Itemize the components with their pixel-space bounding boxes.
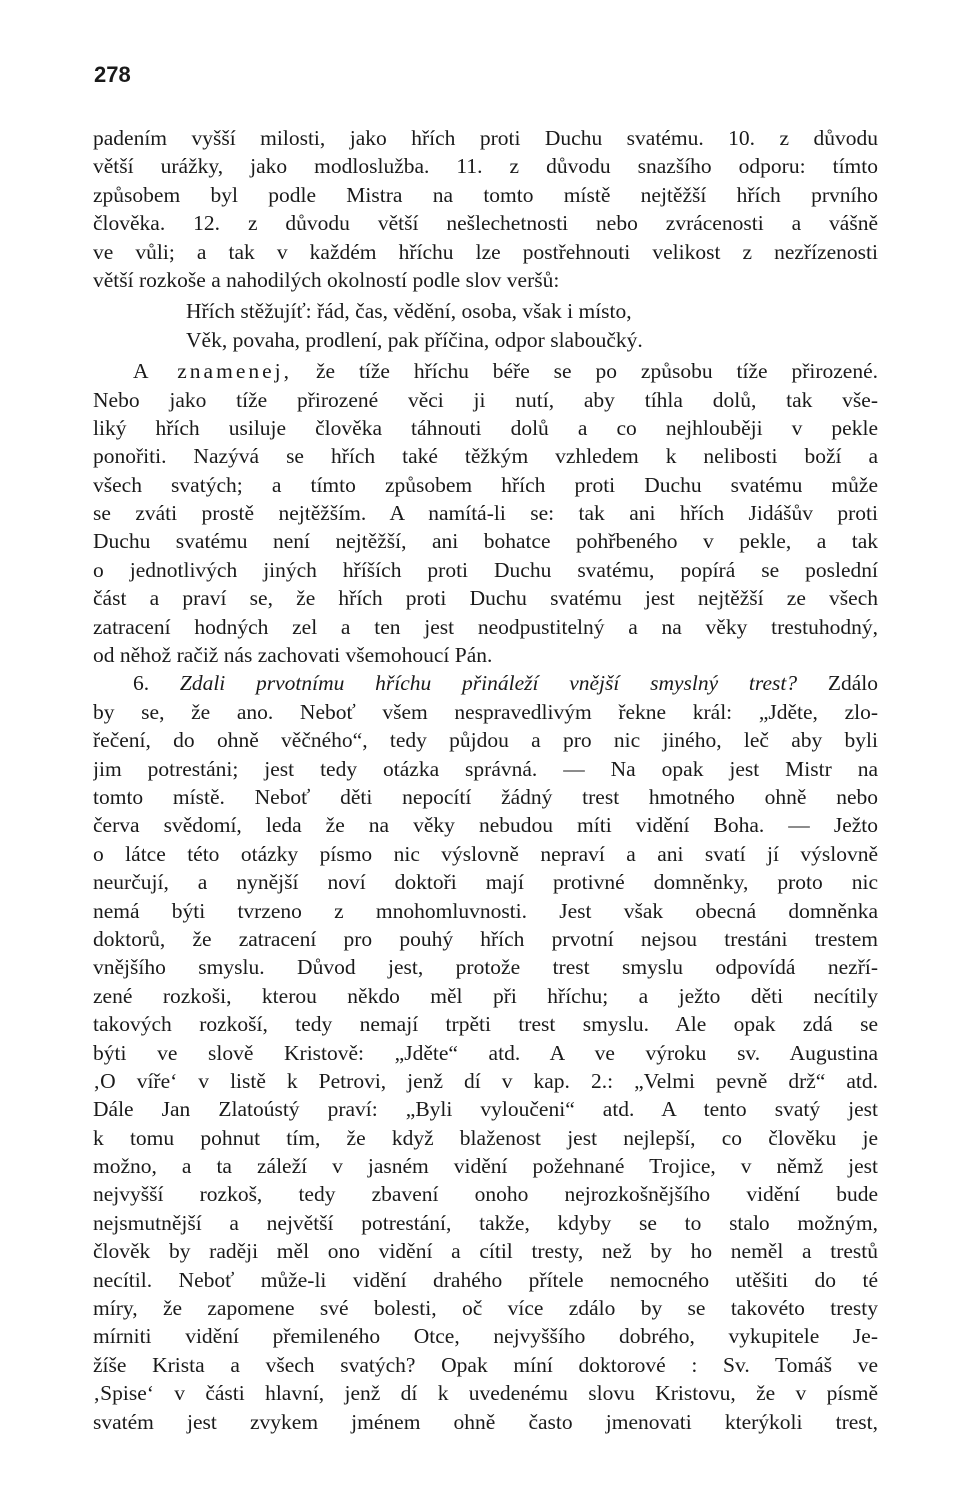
text-line: býti ve slově Kristově: „Jděte“ atd. A ve výroku sv. Augustina xyxy=(93,1040,878,1065)
text-line: zatracení hodných zel a ten jest neodpustitelný a na věky trestuhodný, xyxy=(93,614,878,639)
text-line: Duchu svatému není nejtěžší, ani bohatce pohřbeného v pekle, a tak xyxy=(93,529,878,554)
text-line: tomto místě. Neboť děti nepocítí žádný trest hmotného ohně nebo xyxy=(93,784,878,809)
text-line: liký hřích usiluje člověka táhnouti dolů a co nejhlouběji v pekle xyxy=(93,415,878,440)
text-line: k tomu pohnut tím, že když blaženost jest nejlepší, co člověku je xyxy=(93,1125,878,1150)
text-line: člověka. 12. z důvodu větší nešlechetnosti nebo zvrácenosti a vášně xyxy=(93,211,878,236)
text-line: o jednotlivých jiných hříších proti Duchu svatému, popírá se poslední xyxy=(93,557,878,582)
text-line: ve vůli; a tak v každém hříchu lze postřehnouti velikost z nezřízenosti xyxy=(93,239,878,264)
text-line: Dále Jan Zlatoústý praví: „Byli vyloučeni“ atd. A tento svatý jest xyxy=(93,1097,878,1122)
body-text xyxy=(93,124,878,1436)
text-line: takových rozkoší, tedy nemají trpěti trest smyslu. Ale opak zdá se xyxy=(93,1012,878,1037)
question-title: Zdali prvotnímu hříchu přináleží vnější smyslný trest? xyxy=(179,671,798,696)
text-line: řečení, do ohně věčného“, tedy půjdou a pro nic jiného, leč aby byli xyxy=(93,728,878,753)
text-line: vnějšího smyslu. Důvod jest, protože trest smyslu odpovídá nezří- xyxy=(93,955,878,980)
text-line: neurčují, a nynější noví doktoři mají protivné domněnky, proto nic xyxy=(93,870,878,895)
text-line: červa svědomí, leda že na věky nebudou míti vidění Boha. — Ježto xyxy=(93,813,878,838)
text-line xyxy=(93,669,878,697)
text-line: Nebo jako tíže přirozené věci ji nutí, aby tíhla dolů, tak vše- xyxy=(93,387,878,412)
text-line: míry, že zapomene své bolesti, oč více zdálo by se takovéto tresty xyxy=(93,1296,878,1321)
text-line: jim potrestáni; jest tedy otázka správná. — Na opak jest Mistr na xyxy=(93,756,878,781)
verse-line: Věk, povaha, prodlení, pak příčina, odpor slaboučký. xyxy=(186,327,643,352)
text-line: možno, a ta záleží v jasném vidění požehnané Trojice, v němž jest xyxy=(93,1154,878,1179)
text-line: doktorů, že zatracení pro pouhý hřích prvotní nejsou trestáni trestem xyxy=(93,926,878,951)
text-line: způsobem byl podle Mistra na tomto místě nejtěžší hřích prvního xyxy=(93,182,878,207)
text-line: větší rozkoše a nahodilých okolností podle slov veršů: xyxy=(93,267,560,292)
text-line: všech svatých; a tímto způsobem hřích proti Duchu svatému může xyxy=(93,472,878,497)
text-line: nemá býti tvrzeno z mnohomluvnosti. Jest však obecná domněnka xyxy=(93,898,878,923)
text-line: by se, že ano. Neboť všem nespravedlivým řekne král: „Jděte, zlo- xyxy=(93,699,878,724)
text-run: Zdálo xyxy=(797,671,878,696)
text-line: ponořiti. Nazývá se hřích také těžkým vzhledem k nelibosti boží a xyxy=(93,444,878,469)
text-line: od něhož račiž nás zachovati všemohoucí Pán. xyxy=(93,643,493,668)
text-line: ‚Spise‘ v části hlavní, jenž dí k uvedenému slovu Kristovu, že v písmě xyxy=(93,1381,878,1406)
text-line: větší urážky, jako modloslužba. 11. z důvodu snazšího odporu: tímto xyxy=(93,154,878,179)
text-line: žíše Krista a všech svatých? Opak míní doktorové : Sv. Tomáš ve xyxy=(93,1352,878,1377)
text-line: svatém jest zvykem jménem ohně často jmenovati kterýkoli trest, xyxy=(93,1409,878,1434)
text-line: padením vyšší milosti, jako hřích proti Duchu svatému. 10. z důvodu xyxy=(93,126,878,150)
text-line: nejvyšší rozkoš, tedy zbavení onoho nejrozkošnějšího vidění bude xyxy=(93,1182,878,1207)
text-line: část a praví se, že hřích proti Duchu svatému jest nejtěžší ze všech xyxy=(93,586,878,611)
page-number: 278 xyxy=(94,62,131,87)
text-line: se zváti prostě nejtěžším. A namítá-li se: tak ani hřích Jidášův proti xyxy=(93,501,878,526)
text-line xyxy=(93,357,878,385)
text-line: necítil. Neboť může-li vidění drahého přítele nemocného utěšiti do té xyxy=(93,1267,878,1292)
text-line: mírniti vidění přemileného Otce, nejvyššího dobrého, vykupitele Je- xyxy=(93,1324,878,1349)
spaced-emphasis: A znamenej, xyxy=(133,359,293,384)
question-number: 6. xyxy=(133,671,180,696)
text-line: ‚O víře‘ v listě k Petrovi, jenž dí v kap. 2.: „Velmi pevně drž“ atd. xyxy=(93,1068,878,1093)
text-line: nejsmutnější a největší potrestání, takže, kdyby se to stalo možným, xyxy=(93,1210,878,1235)
verse-line: Hřích stěžujíť: řád, čas, vědění, osoba, však i místo, xyxy=(186,299,632,324)
text-line: zené rozkoši, kterou někdo měl při hříchu; a ježto děti necítily xyxy=(93,983,878,1008)
text-run: že tíže hříchu béře se po způsobu tíže přirozené. xyxy=(292,359,878,384)
text-line: člověk by raději měl ono vidění a cítil tresty, než by ho neměl a trestů xyxy=(93,1239,878,1264)
text-line: o látce této otázky písmo nic výslovně nepraví a ani svatí jí výslovně xyxy=(93,841,878,866)
